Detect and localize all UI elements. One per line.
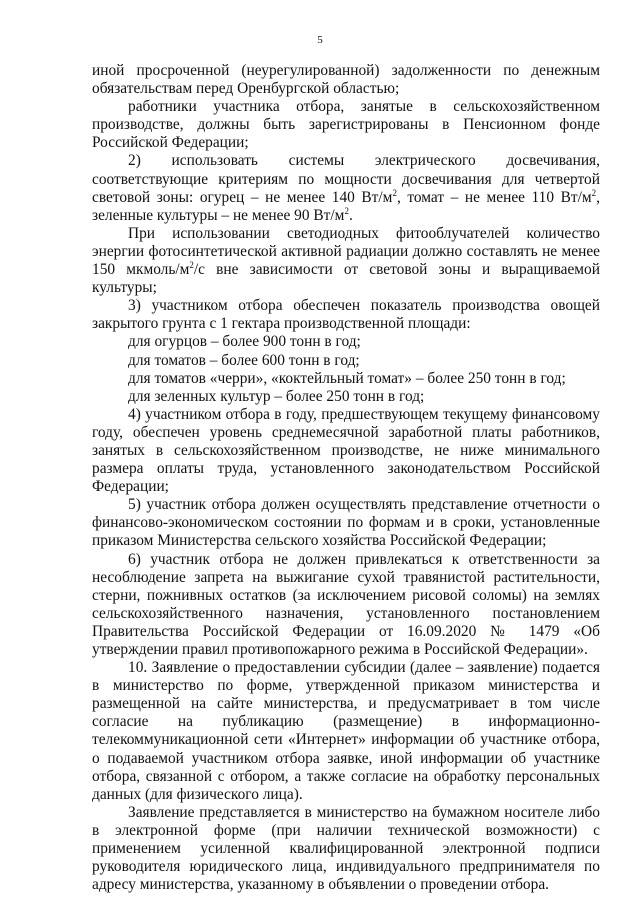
- lighting-text-1: 2) использовать системы электрического досвечивания, соответствующие критериям по мощности досвечивания для четвертой световой зоны: огурец – не менее 140 Вт/м: [92, 152, 600, 206]
- paragraph-wages: 4) участником отбора в году, предшествующем текущему финансовому году, обеспечен уровень среднемесячной заработной платы работников, занятых в сельскохозяйственном производстве, не ниже минимального размера оплаты труда, установленного законодательством Российской Федерации;: [92, 405, 600, 496]
- list-item-greens: для зеленных культур – более 250 тонн в год;: [128, 387, 425, 405]
- lighting-sup-3: 2: [344, 205, 349, 216]
- paragraph-fire-regime: 6) участник отбора не должен привлекаться к ответственности за несоблюдение запрета на выжигание сухой травянистой растительности, стерни, пожнивных остатков (за исключением рисовой соломы) на землях сельскохозяйственного назначения, установленного постановлением Правительства Российской Федерации от 16.09.2020 № 1479 «Об утверждении правил противопожарного режима в Российской Федерации».: [92, 550, 600, 658]
- list-item-cherry-tomatoes: для томатов «черри», «коктейльный томат» – более 250 тонн в год;: [128, 369, 566, 387]
- page-number: 5: [317, 34, 323, 46]
- paragraph-application: 10. Заявление о предоставлении субсидии (далее – заявление) подается в министерство по форме, утвержденной приказом министерства и размещенной на сайте министерства, и предусматривает в том числе согласие на публикацию (размещение) в информационно-телекоммуникационной сети «Интернет» информации об участнике отбора, о подаваемой участником отбора заявке, иной информации об участнике отбора, связанной с отбором, а также согласие на обработку персональных данных (для физического лица).: [92, 659, 600, 803]
- paragraph-lighting-systems: [92, 152, 600, 224]
- paragraph-application-submission: Заявление представляется в министерство на бумажном носителе либо в электронной форме (при наличии технической возможности) с применением усиленной квалифицированной электронной подписи руководителя юридического лица, индивидуального предпринимателя по адресу министерства, указанному в объявлении о проведении отбора.: [92, 803, 600, 894]
- paragraph-debt-continuation: иной просроченной (неурегулированной) задолженности по денежным обязательствам перед Оренбургской областью;: [92, 62, 600, 98]
- led-text-2: /с вне зависимости от световой зоны и выращиваемой культуры;: [92, 261, 600, 297]
- paragraph-pension-fund: работники участника отбора, занятые в сельскохозяйственном производстве, должны быть зарегистрированы в Пенсионном фонде Российской Федерации;: [92, 98, 600, 152]
- document-body: [92, 62, 600, 894]
- paragraph-production-indicator: 3) участником отбора обеспечен показатель производства овощей закрытого грунта с 1 гектара производственной площади:: [92, 297, 600, 333]
- paragraph-reporting: 5) участник отбора должен осуществлять представление отчетности о финансово-экономическом состоянии по формам и в сроки, установленные приказом Министерства сельского хозяйства Российской Федерации;: [92, 496, 600, 550]
- lighting-sup-1: 2: [392, 187, 397, 198]
- lighting-text-2: , томат – не менее 110 Вт/м: [396, 188, 592, 206]
- paragraph-led-irradiators: [92, 225, 600, 297]
- lighting-sup-2: 2: [591, 187, 597, 198]
- lighting-text-3: , зеленные культуры – не менее 90 Вт/м: [92, 188, 600, 224]
- lighting-text-4: .: [348, 206, 353, 224]
- list-item-cucumbers: для огурцов – более 900 тонн в год;: [128, 333, 361, 351]
- list-item-tomatoes: для томатов – более 600 тонн в год;: [128, 351, 360, 369]
- led-sup-1: 2: [189, 260, 194, 271]
- led-text-1: При использовании светодиодных фитооблучателей количество энергии фотосинтетической активной радиации должно составлять не менее 150 мкмоль/м: [92, 224, 600, 279]
